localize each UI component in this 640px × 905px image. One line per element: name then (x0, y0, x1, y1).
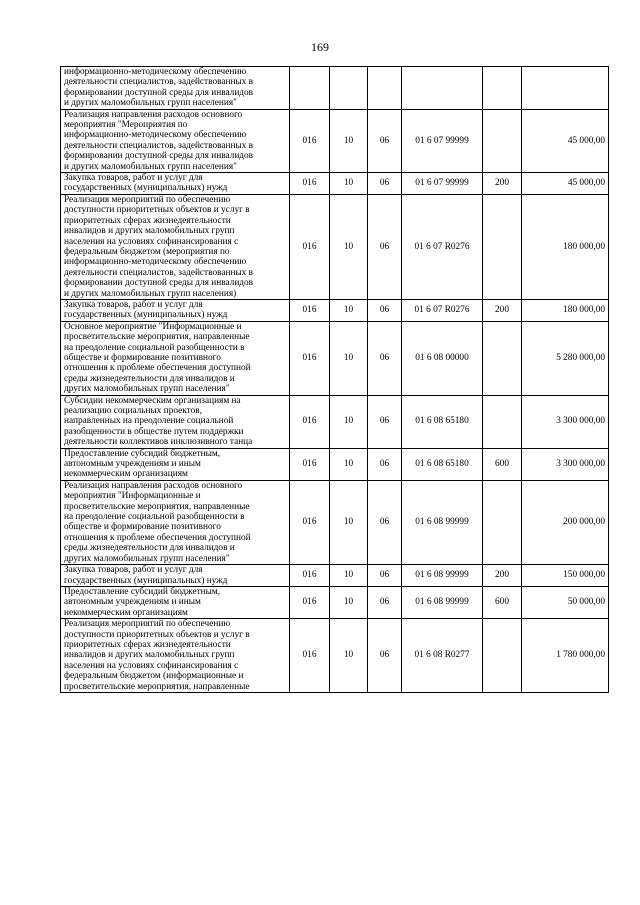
description-line: автономным учреждениям и иным (64, 597, 201, 608)
subsection-code-cell: 06 (368, 173, 402, 195)
target-article-cell: 01 6 08 00000 (402, 321, 483, 395)
description-line: деятельности специалистов, задействованных в (64, 77, 254, 88)
description-line: на преодоление социальной разобщенности в (64, 512, 245, 523)
description-line: Реализация мероприятий по обеспечению (64, 619, 231, 630)
target-article-cell: 01 6 08 99999 (402, 586, 483, 618)
section-code-cell: 10 (330, 480, 368, 564)
description-line: некоммерческим организациям (64, 607, 188, 618)
ministry-code-cell: 016 (290, 321, 330, 395)
amount-cell: 5 280 000,00 (522, 321, 609, 395)
ministry-code-cell: 016 (290, 194, 330, 299)
section-code-cell: 10 (330, 194, 368, 299)
description-cell (61, 619, 290, 693)
description-line: населения на условиях софинансирования с (64, 236, 239, 247)
description-line: Реализация мероприятий по обеспечению (64, 194, 231, 205)
description-line: приоритетных сферах жизнедеятельности (64, 639, 231, 650)
section-code-cell: 10 (330, 395, 368, 448)
ministry-code-cell: 016 (290, 173, 330, 195)
expense-type-cell (483, 67, 522, 110)
description-line: приоритетных сферах жизнедеятельности (64, 215, 231, 226)
table-row (61, 67, 609, 110)
description-line: деятельности специалистов, задействованных в (64, 267, 254, 278)
subsection-code-cell: 06 (368, 480, 402, 564)
subsection-code-cell (368, 67, 402, 110)
description-cell (61, 586, 290, 618)
section-code-cell: 10 (330, 109, 368, 172)
description-line: деятельности специалистов, задействованных в (64, 140, 254, 151)
amount-cell (522, 67, 609, 110)
description-line: доступности приоритетных объектов и услуг в (64, 205, 250, 216)
amount-cell: 3 300 000,00 (522, 448, 609, 480)
description-cell (61, 299, 290, 321)
subsection-code-cell: 06 (368, 299, 402, 321)
section-code-cell: 10 (330, 448, 368, 480)
table-row (61, 321, 609, 395)
target-article-cell: 01 6 07 99999 (402, 109, 483, 172)
description-line: населения на условиях софинансирования с (64, 660, 239, 671)
table-row (61, 448, 609, 480)
amount-cell: 1 780 000,00 (522, 619, 609, 693)
description-line: информационно-методическому обеспечению (64, 67, 247, 77)
table-row (61, 619, 609, 693)
page-number: 169 (311, 40, 329, 54)
description-line: Закупка товаров, работ и услуг для (64, 173, 203, 184)
description-line: Закупка товаров, работ и услуг для (64, 565, 203, 576)
amount-cell: 180 000,00 (522, 299, 609, 321)
description-line: Предоставление субсидий бюджетным, (64, 448, 221, 459)
description-line: среды жизнедеятельности для инвалидов и (64, 543, 235, 554)
description-line: отношения к проблеме обеспечения доступной (64, 532, 251, 543)
description-cell (61, 480, 290, 564)
table-row (61, 194, 609, 299)
description-line: Закупка товаров, работ и услуг для (64, 299, 203, 310)
description-line: инвалидов и других маломобильных групп (64, 650, 235, 661)
target-article-cell: 01 6 08 65180 (402, 448, 483, 480)
expense-type-cell: 200 (483, 173, 522, 195)
expense-type-cell (483, 480, 522, 564)
description-line: мероприятия "Информационные и (64, 491, 201, 502)
amount-cell: 180 000,00 (522, 194, 609, 299)
description-line: государственных (муниципальных) нужд (64, 183, 228, 194)
description-line: автономным учреждениям и иным (64, 459, 201, 470)
subsection-code-cell: 06 (368, 448, 402, 480)
description-line: обществе и формирование позитивного (64, 352, 221, 363)
description-line: Реализация направления расходов основного (64, 480, 243, 491)
description-line: разобщенности в обществе путем поддержки (64, 426, 244, 437)
expense-type-cell: 200 (483, 299, 522, 321)
description-cell (61, 565, 290, 587)
description-cell (61, 173, 290, 195)
section-code-cell: 10 (330, 173, 368, 195)
subsection-code-cell: 06 (368, 619, 402, 693)
table-row (61, 299, 609, 321)
description-cell (61, 109, 290, 172)
ministry-code-cell: 016 (290, 395, 330, 448)
description-line: и других маломобильных групп населения" (64, 98, 237, 109)
table-row (61, 109, 609, 172)
description-line: инвалидов и других маломобильных групп (64, 226, 235, 237)
description-line: федеральным бюджетом (мероприятия по (64, 246, 230, 257)
table-row (61, 395, 609, 448)
description-line: на преодоление социальной разобщенности в (64, 342, 245, 353)
expense-type-cell (483, 619, 522, 693)
section-code-cell: 10 (330, 565, 368, 587)
ministry-code-cell: 016 (290, 565, 330, 587)
ministry-code-cell: 016 (290, 586, 330, 618)
table-row (61, 480, 609, 564)
description-line: государственных (муниципальных) нужд (64, 310, 228, 321)
description-line: Основное мероприятие "Информационные и (64, 321, 242, 332)
subsection-code-cell: 06 (368, 194, 402, 299)
target-article-cell: 01 6 08 99999 (402, 565, 483, 587)
ministry-code-cell: 016 (290, 480, 330, 564)
description-line: деятельности коллективов инклюзивного танца (64, 437, 253, 448)
target-article-cell (402, 67, 483, 110)
ministry-code-cell: 016 (290, 448, 330, 480)
description-line: доступности приоритетных объектов и услуг в (64, 629, 250, 640)
description-line: Предоставление субсидий бюджетным, (64, 586, 221, 597)
description-line: среды жизнедеятельности для инвалидов и (64, 373, 235, 384)
target-article-cell: 01 6 08 R0277 (402, 619, 483, 693)
expense-type-cell (483, 109, 522, 172)
expense-type-cell (483, 194, 522, 299)
subsection-code-cell: 06 (368, 586, 402, 618)
description-line: Субсидии некоммерческим организациям на (64, 395, 241, 406)
section-code-cell (330, 67, 368, 110)
section-code-cell: 10 (330, 321, 368, 395)
expense-type-cell (483, 395, 522, 448)
description-cell (61, 194, 290, 299)
amount-cell: 45 000,00 (522, 109, 609, 172)
description-line: других маломобильных групп населения" (64, 384, 230, 395)
amount-cell: 3 300 000,00 (522, 395, 609, 448)
description-cell (61, 321, 290, 395)
table-row (61, 565, 609, 587)
expense-type-cell: 200 (483, 565, 522, 587)
budget-table (60, 66, 609, 693)
description-line: формировании доступной среды для инвалидов (64, 87, 254, 98)
amount-cell: 150 000,00 (522, 565, 609, 587)
description-line: информационно-методическому обеспечению (64, 257, 247, 268)
amount-cell: 200 000,00 (522, 480, 609, 564)
section-code-cell: 10 (330, 619, 368, 693)
description-line: и других маломобильных групп населения) (64, 288, 237, 299)
target-article-cell: 01 6 08 99999 (402, 480, 483, 564)
section-code-cell: 10 (330, 299, 368, 321)
description-line: федеральным бюджетом (информационные и (64, 671, 244, 682)
ministry-code-cell: 016 (290, 619, 330, 693)
description-cell (61, 395, 290, 448)
description-line: формировании доступной среды для инвалидов (64, 278, 254, 289)
description-line: просветительские мероприятия, направленные (64, 332, 250, 343)
table-row (61, 586, 609, 618)
section-code-cell: 10 (330, 586, 368, 618)
description-line: других маломобильных групп населения" (64, 553, 230, 564)
expense-type-cell: 600 (483, 448, 522, 480)
description-line: государственных (муниципальных) нужд (64, 575, 228, 586)
subsection-code-cell: 06 (368, 109, 402, 172)
amount-cell: 50 000,00 (522, 586, 609, 618)
subsection-code-cell: 06 (368, 565, 402, 587)
description-line: Реализация направления расходов основного (64, 109, 243, 120)
subsection-code-cell: 06 (368, 395, 402, 448)
ministry-code-cell (290, 67, 330, 110)
target-article-cell: 01 6 07 R0276 (402, 299, 483, 321)
description-cell (61, 448, 290, 480)
description-line: и других маломобильных групп населения" (64, 161, 237, 172)
description-line: мероприятия "Мероприятия по (64, 120, 188, 131)
description-line: направленных на преодоление социальной (64, 416, 234, 427)
ministry-code-cell: 016 (290, 109, 330, 172)
target-article-cell: 01 6 08 65180 (402, 395, 483, 448)
target-article-cell: 01 6 07 R0276 (402, 194, 483, 299)
description-line: реализацию социальных проектов, (64, 406, 202, 416)
description-line: просветительские мероприятия, направленные (64, 501, 250, 512)
expense-type-cell (483, 321, 522, 395)
target-article-cell: 01 6 07 99999 (402, 173, 483, 195)
description-line: отношения к проблеме обеспечения доступной (64, 363, 251, 374)
subsection-code-cell: 06 (368, 321, 402, 395)
amount-cell: 45 000,00 (522, 173, 609, 195)
description-cell (61, 67, 290, 110)
description-line: обществе и формирование позитивного (64, 522, 221, 533)
description-line: информационно-методическому обеспечению (64, 130, 247, 141)
description-line: некоммерческим организациям (64, 469, 188, 480)
description-line: просветительские мероприятия, направленные (64, 681, 250, 692)
table-row (61, 173, 609, 195)
description-line: формировании доступной среды для инвалидов (64, 151, 254, 162)
expense-type-cell: 600 (483, 586, 522, 618)
ministry-code-cell: 016 (290, 299, 330, 321)
